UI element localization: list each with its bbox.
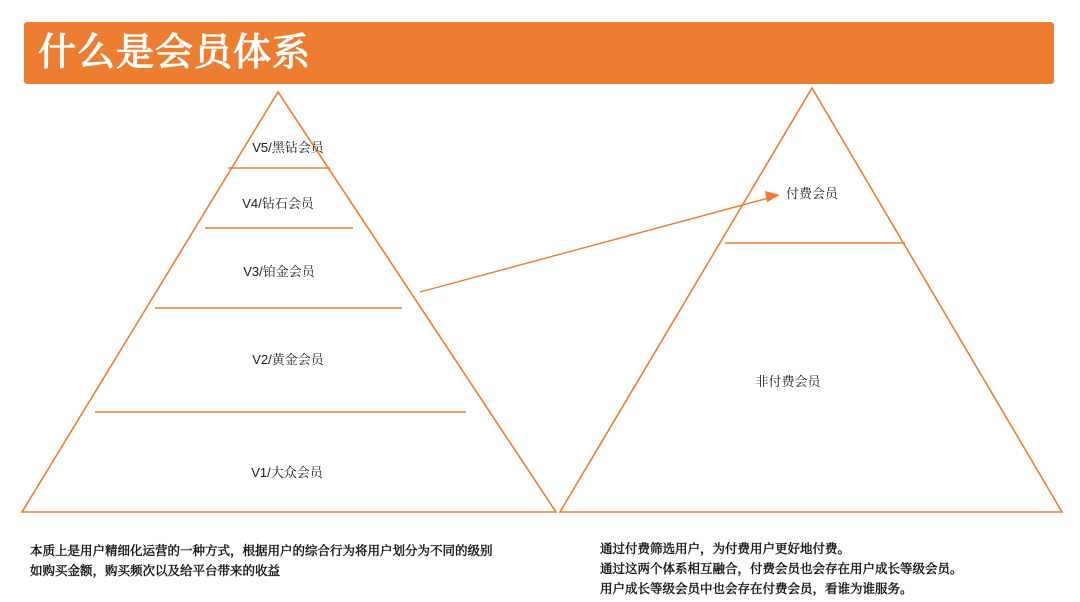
left-level-label-v1: V1/大众会员: [251, 465, 323, 480]
right-pyramid-shape: [560, 88, 1062, 512]
right-caption-line-2: 通过这两个体系相互融合，付费会员也会存在用户成长等级会员。: [600, 562, 963, 576]
left-level-label-v3: V3/铂金会员: [243, 264, 315, 279]
left-caption-line-1: 本质上是用户精细化运营的一种方式，根据用户的综合行为将用户划分为不同的级别: [30, 544, 493, 558]
left-level-label-v2: V2/黄金会员: [252, 352, 324, 367]
right-level-label-paid: 付费会员: [786, 186, 839, 201]
connector-arrow: [420, 191, 780, 292]
right-caption: [600, 539, 963, 599]
left-level-label-v5: V5/黑钻会员: [252, 140, 324, 155]
page-title: 什么是会员体系: [38, 32, 312, 74]
left-level-label-v4: V4/钻石会员: [242, 196, 314, 211]
right-caption-line-1: 通过付费筛选用户，为付费用户更好地付费。: [600, 542, 851, 556]
right-caption-line-3: 用户成长等级会员中也会存在付费会员，看谁为谁服务。: [600, 582, 913, 596]
left-caption-line-2: 如购买金额，购买频次以及给平台带来的收益: [30, 564, 281, 578]
right-level-label-unpaid: 非付费会员: [755, 374, 821, 389]
left-caption: [30, 541, 493, 581]
